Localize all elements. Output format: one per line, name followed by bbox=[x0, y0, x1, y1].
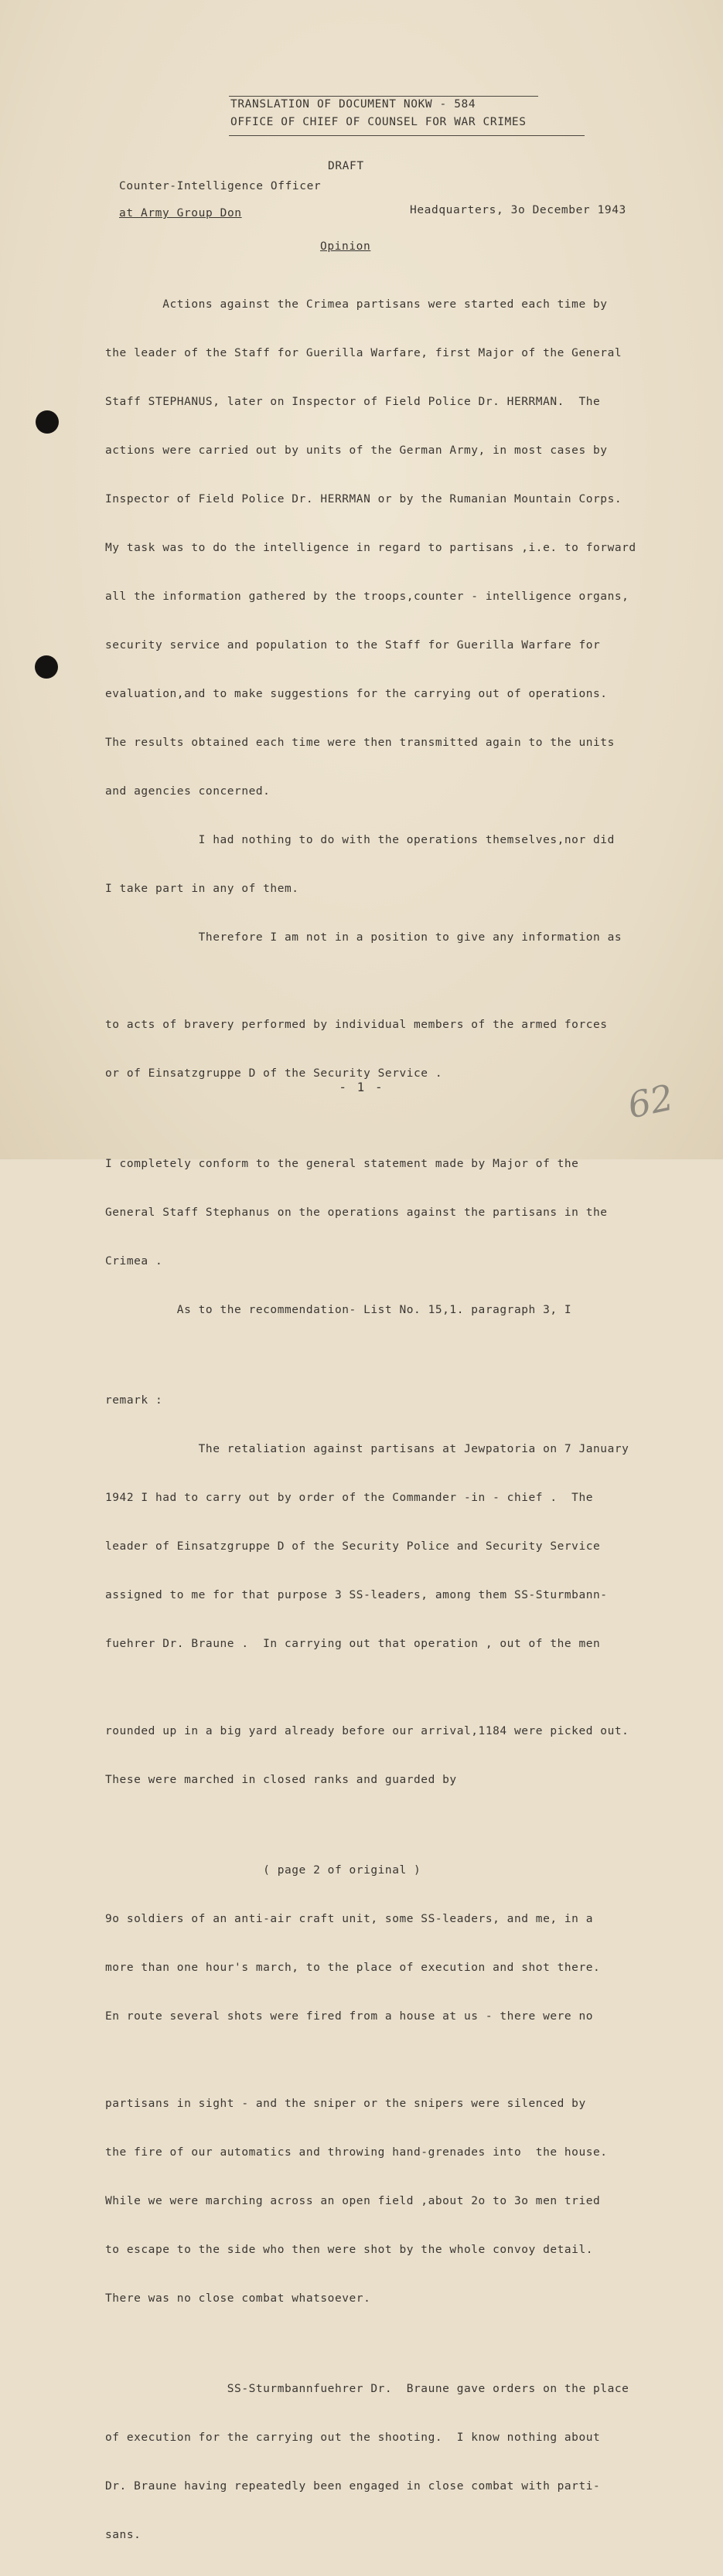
body-line: SS-Sturmbannfuehrer Dr. Braune gave orders on the place bbox=[105, 2383, 629, 2395]
body-line: I had nothing to do with the operations themselves,nor did bbox=[105, 834, 615, 846]
body-line: security service and population to the Staff for Guerilla Warfare for bbox=[105, 639, 601, 652]
body-line: Actions against the Crimea partisans were started each time by bbox=[105, 298, 608, 311]
body-line: As to the recommendation- List No. 15,1. paragraph 3, I bbox=[105, 1304, 572, 1316]
body-line: En route several shots were fired from a house at us - there were no bbox=[105, 2010, 594, 2023]
body-line: of execution for the carrying out the shooting. I know nothing about bbox=[105, 2431, 601, 2444]
body-line: remark : bbox=[105, 1394, 163, 1407]
body-line: These were marched in closed ranks and guarded by bbox=[105, 1774, 457, 1786]
header-office-line: OFFICE OF CHIEF OF COUNSEL FOR WAR CRIMES bbox=[230, 116, 527, 128]
body-line: 1942 I had to carry out by order of the Commander -in - chief . The bbox=[105, 1492, 594, 1504]
body-line: leader of Einsatzgruppe D of the Security Police and Security Service bbox=[105, 1540, 601, 1553]
body-line: My task was to do the intelligence in regard to partisans ,i.e. to forward bbox=[105, 542, 636, 554]
body-line: Staff STEPHANUS, later on Inspector of Field Police Dr. HERRMAN. The bbox=[105, 396, 601, 408]
body-gap bbox=[105, 1685, 646, 1691]
header-rule-top bbox=[229, 96, 538, 97]
punch-hole-top bbox=[36, 410, 59, 434]
sender-title: Counter-Intelligence Officer bbox=[119, 180, 322, 192]
body-line: the fire of our automatics and throwing hand-grenades into the house. bbox=[105, 2146, 608, 2159]
body-line: The results obtained each time were then transmitted again to the units bbox=[105, 737, 615, 749]
body-line: General Staff Stephanus on the operations against the partisans in the bbox=[105, 1206, 608, 1219]
body-line: Crimea . bbox=[105, 1255, 163, 1268]
body-line: 9o soldiers of an anti-air craft unit, some SS-leaders, and me, in a bbox=[105, 1913, 594, 1925]
body-line: Inspector of Field Police Dr. HERRMAN or by the Rumanian Mountain Corps. bbox=[105, 493, 622, 505]
punch-hole-bottom bbox=[35, 655, 58, 679]
header-rule-bottom bbox=[229, 135, 585, 136]
body-line: fuehrer Dr. Braune . In carrying out that operation , out of the men bbox=[105, 1638, 601, 1650]
body-line: all the information gathered by the troops,counter - intelligence organs, bbox=[105, 590, 629, 603]
sender-unit: at Army Group Don bbox=[119, 207, 242, 219]
body-line: sans. bbox=[105, 2529, 142, 2541]
body-line: There was no close combat whatsoever. bbox=[105, 2292, 371, 2305]
page-marker: ( page 2 of original ) bbox=[105, 1864, 421, 1877]
body-line: I completely conform to the general statement made by Major of the bbox=[105, 1158, 579, 1170]
body-line: the leader of the Staff for Guerilla Warfare, first Major of the General bbox=[105, 347, 622, 359]
page-number: - 1 - bbox=[339, 1080, 384, 1094]
body-gap bbox=[105, 1821, 646, 1830]
draft-label: DRAFT bbox=[328, 160, 364, 172]
document-body bbox=[105, 264, 646, 2576]
body-line: and agencies concerned. bbox=[105, 785, 271, 798]
body-line: The retaliation against partisans at Jewpatoria on 7 January bbox=[105, 1443, 629, 1455]
body-line: or of Einsatzgruppe D of the Security Service . bbox=[105, 1067, 443, 1080]
handwritten-page-number: 62 bbox=[624, 1076, 677, 1127]
body-line: more than one hour's march, to the place of execution and shot there. bbox=[105, 1962, 601, 1974]
body-gap bbox=[105, 2057, 646, 2064]
body-line: actions were carried out by units of the German Army, in most cases by bbox=[105, 444, 608, 457]
body-line: Dr. Braune having repeatedly been engaged in close combat with parti- bbox=[105, 2480, 601, 2493]
body-line: I take part in any of them. bbox=[105, 883, 299, 895]
body-line: While we were marching across an open field ,about 2o to 3o men tried bbox=[105, 2195, 601, 2207]
body-line: partisans in sight - and the sniper or the snipers were silenced by bbox=[105, 2098, 586, 2110]
body-line: assigned to me for that purpose 3 SS-leaders, among them SS-Sturmbann- bbox=[105, 1589, 608, 1601]
body-line: Therefore I am not in a position to give any information as bbox=[105, 931, 622, 944]
document-heading: Opinion bbox=[320, 240, 371, 253]
body-gap bbox=[105, 1114, 646, 1124]
body-gap bbox=[105, 2339, 646, 2349]
body-line: evaluation,and to make suggestions for the carrying out of operations. bbox=[105, 688, 608, 700]
body-line: to escape to the side who then were shot by the whole convoy detail. bbox=[105, 2244, 594, 2256]
body-line: to acts of bravery performed by individual members of the armed forces bbox=[105, 1019, 608, 1031]
place-date: Headquarters, 3o December 1943 bbox=[410, 204, 626, 216]
body-gap bbox=[105, 978, 646, 985]
header-translation-line: TRANSLATION OF DOCUMENT NOKW - 584 bbox=[230, 98, 476, 111]
body-gap bbox=[105, 1351, 646, 1360]
body-line: rounded up in a big yard already before our arrival,1184 were picked out. bbox=[105, 1725, 629, 1737]
